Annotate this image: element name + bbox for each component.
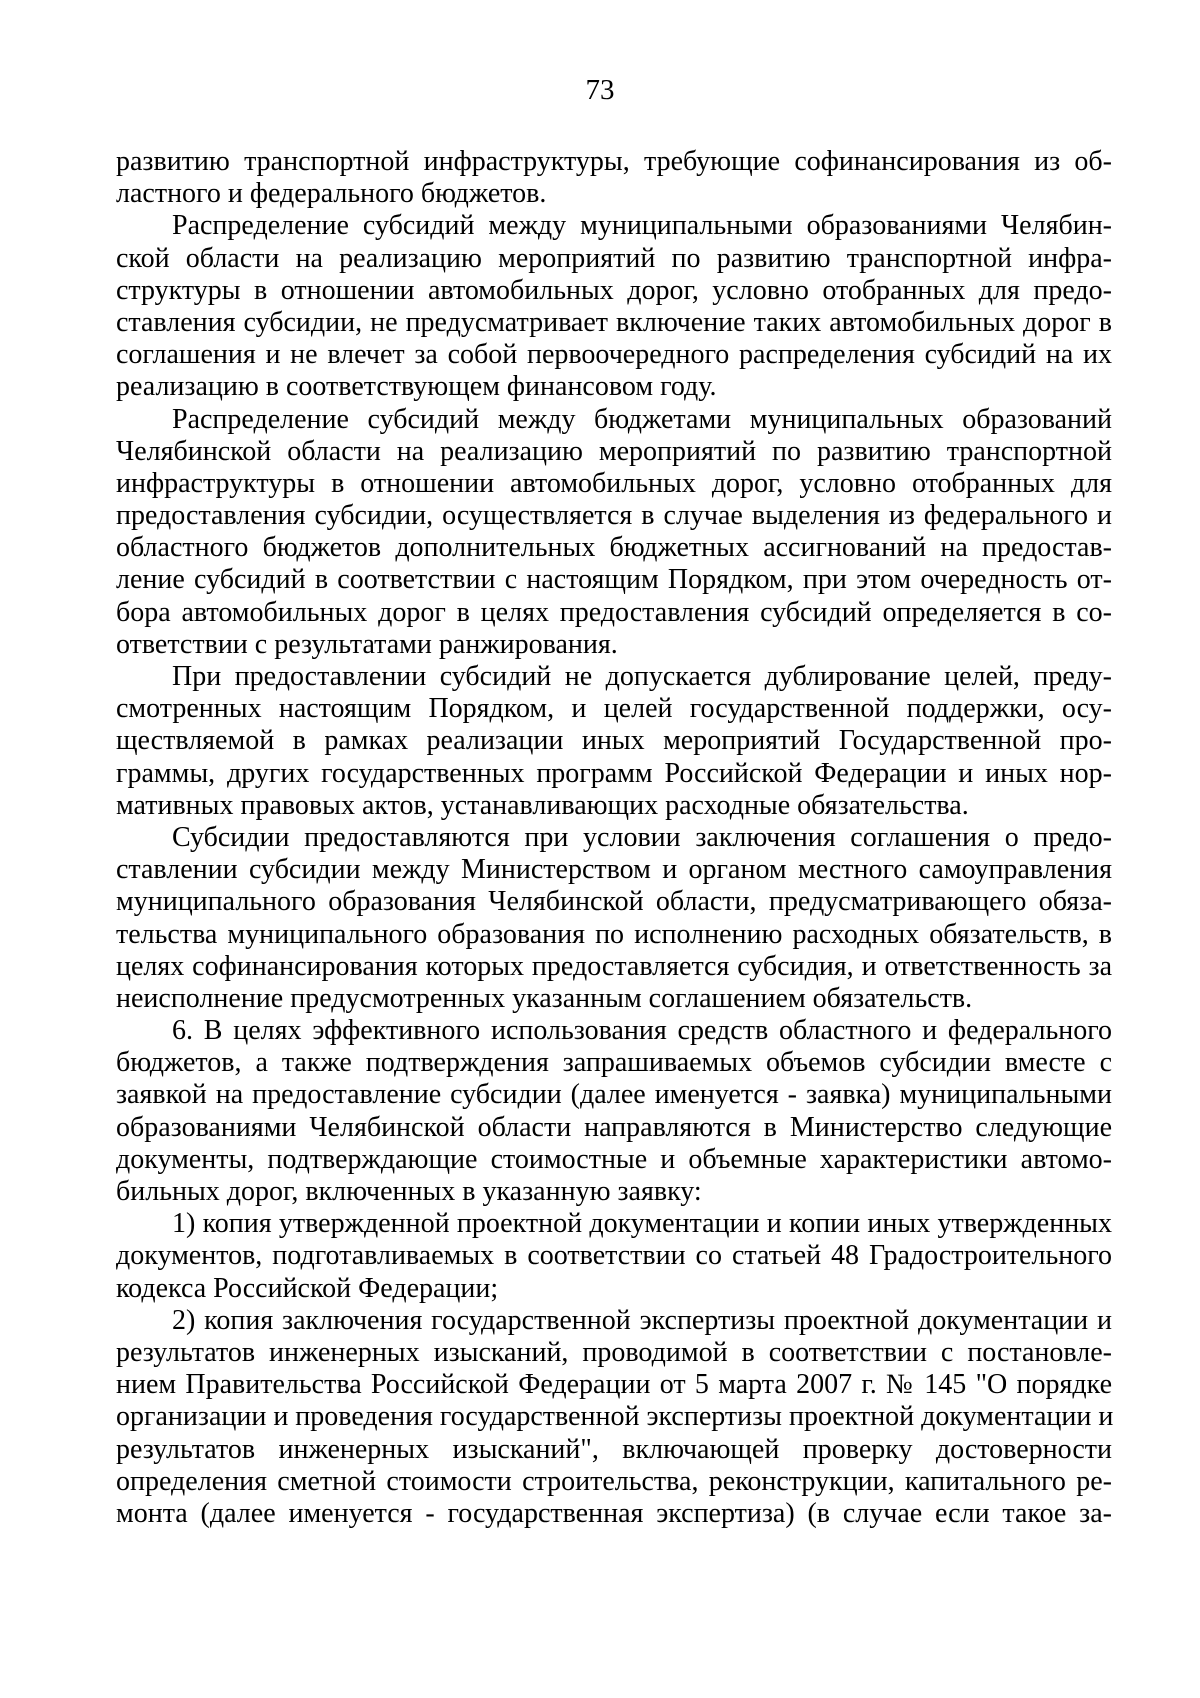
text-line: Субсидии предоставляются при условии заключения соглашения о предо- xyxy=(172,821,1112,853)
text-line: Распределение субсидий между бюджетами муниципальных образований xyxy=(172,403,1112,435)
text-line: образованиями Челябинской области направляются в Министерство следующие xyxy=(116,1111,1112,1143)
text-line: соглашения и не влечет за собой первоочередного распределения субсидий на их xyxy=(116,339,1112,371)
text-line: областного бюджетов дополнительных бюджетных ассигнований на предостав- xyxy=(116,532,1112,564)
text-line: неисполнение предусмотренных указанным соглашением обязательств. xyxy=(116,982,973,1014)
text-line: Распределение субсидий между муниципальными образованиями Челябин- xyxy=(172,210,1112,242)
text-line: монта (далее именуется - государственная экспертиза) (в случае если такое за- xyxy=(116,1497,1112,1529)
text-line: инфраструктуры в отношении автомобильных дорог, условно отобранных для xyxy=(116,467,1112,499)
text-line: Челябинской области на реализацию мероприятий по развитию транспортной xyxy=(116,435,1112,467)
text-line: ластного и федерального бюджетов. xyxy=(116,178,547,210)
text-line: целях софинансирования которых предоставляется субсидия, и ответственность за xyxy=(116,950,1112,982)
text-line: При предоставлении субсидий не допускается дублирование целей, преду- xyxy=(172,661,1112,692)
text-line: мативных правовых актов, устанавливающих расходные обязательства. xyxy=(116,789,969,821)
text-line: документы, подтверждающие стоимостные и объемные характеристики автомо- xyxy=(116,1143,1112,1175)
text-line: результатов инженерных изысканий, проводимой в соответствии с постановле- xyxy=(116,1336,1112,1368)
text-line: предоставления субсидии, осуществляется в случае выделения из федерального и xyxy=(116,500,1112,532)
text-line: структуры в отношении автомобильных дорог, условно отобранных для предо- xyxy=(116,274,1112,306)
text-line: бора автомобильных дорог в целях предоставления субсидий определяется в со- xyxy=(116,596,1112,628)
text-line: граммы, других государственных программ Российской Федерации и иных нор- xyxy=(116,757,1112,789)
paragraph xyxy=(116,146,1112,210)
paragraph xyxy=(116,404,1112,662)
paragraph xyxy=(116,661,1112,822)
text-line: определения сметной стоимости строительства, реконструкции, капитального ре- xyxy=(116,1465,1112,1497)
text-line: нием Правительства Российской Федерации от 5 марта 2007 г. № 145 "О порядке xyxy=(116,1369,1112,1401)
text-line: ответствии с результатами ранжирования. xyxy=(116,628,618,660)
text-line: документов, подготавливаемых в соответствии со статьей 48 Градостроительного xyxy=(116,1240,1112,1272)
text-line: ставлении субсидии между Министерством и органом местного самоуправления xyxy=(116,854,1112,886)
page-number: 73 xyxy=(585,74,615,106)
text-line: кодекса Российской Федерации; xyxy=(116,1272,499,1304)
paragraph xyxy=(116,210,1112,403)
text-line: заявкой на предоставление субсидии (далее именуется - заявка) муниципальными xyxy=(116,1079,1112,1111)
paragraph xyxy=(116,822,1112,1015)
text-line: развитию транспортной инфраструктуры, требующие софинансирования из об- xyxy=(116,146,1112,177)
text-line: реализацию в соответствующем финансовом году. xyxy=(116,371,717,403)
text-line: смотренных настоящим Порядком, и целей государственной поддержки, осу- xyxy=(116,693,1112,725)
text-line: ление субсидий в соответствии с настоящим Порядком, при этом очередность от- xyxy=(116,564,1112,596)
text-line: муниципального образования Челябинской области, предусматривающего обяза- xyxy=(116,886,1112,918)
text-line: результатов инженерных изысканий", включающей проверку достоверности xyxy=(116,1433,1112,1465)
paragraph xyxy=(116,1305,1112,1530)
text-line: ской области на реализацию мероприятий по развитию транспортной инфра- xyxy=(116,242,1112,274)
paragraph xyxy=(116,1015,1112,1208)
text-line: 1) копия утвержденной проектной документации и копии иных утвержденных xyxy=(172,1208,1112,1240)
text-line: ставления субсидии, не предусматривает включение таких автомобильных дорог в xyxy=(116,306,1112,338)
text-line: 6. В целях эффективного использования средств областного и федерального xyxy=(172,1015,1112,1047)
text-line: тельства муниципального образования по исполнению расходных обязательств, в xyxy=(116,918,1112,950)
document-body xyxy=(116,146,1112,1530)
text-line: бюджетов, а также подтверждения запрашиваемых объемов субсидии вместе с xyxy=(116,1047,1112,1079)
text-line: 2) копия заключения государственной экспертизы проектной документации и xyxy=(172,1304,1112,1336)
text-line: бильных дорог, включенных в указанную заявку: xyxy=(116,1176,702,1207)
text-line: организации и проведения государственной экспертизы проектной документации и xyxy=(116,1401,1114,1433)
paragraph xyxy=(116,1208,1112,1305)
text-line: ществляемой в рамках реализации иных мероприятий Государственной про- xyxy=(116,725,1112,757)
